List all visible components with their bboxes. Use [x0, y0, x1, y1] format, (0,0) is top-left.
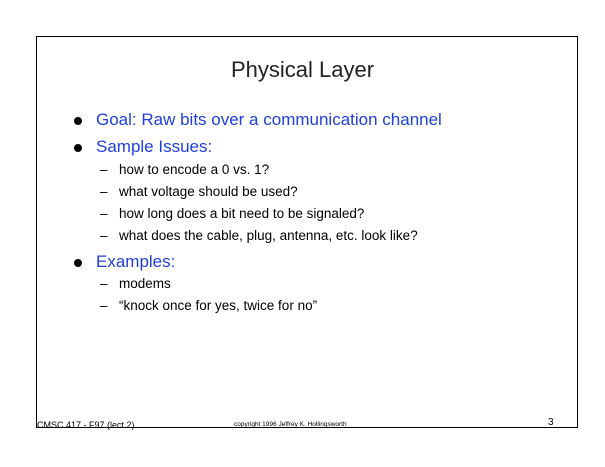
- sub-item-text: what does the cable, plug, antenna, etc. look like?: [119, 228, 418, 243]
- dash-icon: –: [100, 228, 108, 243]
- page-number: 3: [548, 417, 554, 428]
- sub-item-text: modems: [119, 276, 171, 291]
- footer-copyright: copyright 1996 Jeffrey K. Hollingsworth: [234, 421, 347, 428]
- bullet-dot-icon: [74, 259, 82, 267]
- dash-icon: –: [100, 184, 108, 199]
- bullet-text: Goal: Raw bits over a communication channel: [96, 110, 442, 129]
- dash-icon: –: [100, 276, 108, 291]
- bullet-text: Sample Issues:: [96, 137, 213, 156]
- sub-item-text: how to encode a 0 vs. 1?: [119, 162, 270, 177]
- sub-item-text: what voltage should be used?: [119, 184, 298, 199]
- bullet-text: Examples:: [96, 252, 176, 271]
- dash-icon: –: [100, 206, 108, 221]
- dash-icon: –: [100, 298, 108, 313]
- sub-item-text: how long does a bit need to be signaled?: [119, 206, 365, 221]
- bullet-dot-icon: [74, 117, 82, 125]
- footer-course: CMSC 417 - F97 (lect 2): [37, 420, 135, 430]
- sub-item-text: “knock once for yes, twice for no”: [119, 298, 318, 313]
- dash-icon: –: [100, 162, 108, 177]
- slide-title: Physical Layer: [230, 57, 375, 82]
- bullet-dot-icon: [74, 144, 82, 152]
